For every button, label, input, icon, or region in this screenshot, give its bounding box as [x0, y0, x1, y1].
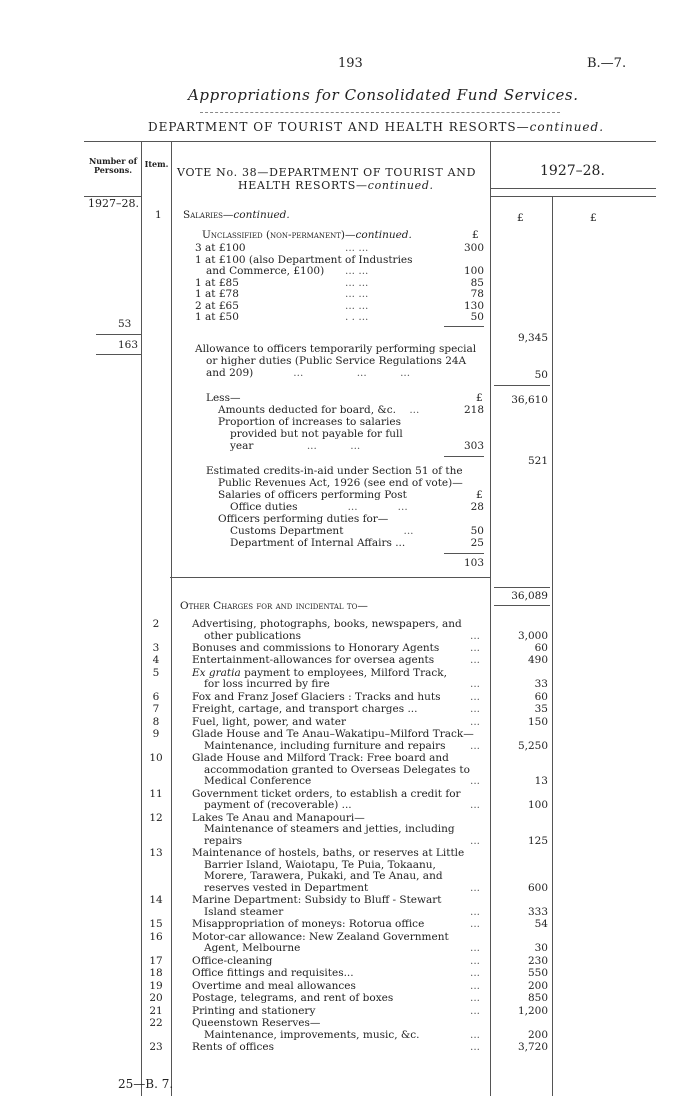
- other-charge-item-number: 7: [152, 703, 160, 716]
- other-charge-line: Marine Department: Subsidy to Bluff - Stewart: [192, 894, 442, 907]
- item-column-header: Item.: [144, 159, 169, 169]
- internal-value: 25: [470, 537, 484, 549]
- other-charge-leader: ...: [470, 882, 481, 894]
- allowance-value: 50: [534, 369, 548, 381]
- title-rule: [200, 112, 560, 113]
- other-charge-leader: ...: [470, 678, 481, 691]
- amounts-deducted: Amounts deducted for board, &c. ...: [218, 404, 420, 416]
- salaries-section-rule: [170, 577, 490, 578]
- other-charge-item-number: 9: [152, 728, 160, 741]
- salary-row-leader: ... ...: [345, 276, 369, 289]
- other-charge-line: Bonuses and commissions to Honorary Agents: [192, 642, 440, 654]
- salary-row-label: 1 at £50: [195, 311, 239, 323]
- allowance-rule: [494, 385, 550, 386]
- other-charge-item-number: 4: [152, 654, 160, 667]
- other-charge-line: Ex gratia payment to employees, Milford Track,: [192, 666, 447, 679]
- salaries-heading-continued: continued.: [233, 209, 290, 221]
- unclassified-heading-continued: continued.: [355, 229, 412, 241]
- persons-163-rule: [96, 354, 141, 355]
- salary-row-label: 1 at £78: [195, 288, 239, 300]
- other-charge-line: Entertainment-allowances for oversea agents: [192, 654, 435, 667]
- other-charge-item-number: 21: [149, 1004, 163, 1017]
- other-charge-line: Postage, telegrams, and rent of boxes: [192, 992, 394, 1005]
- other-charge-line: Overtime and meal allowances: [192, 979, 356, 992]
- other-charge-line: Lakes Te Anau and Manapouri—: [192, 811, 365, 824]
- other-charge-item-number: 2: [152, 618, 160, 630]
- customs-value: 50: [470, 525, 484, 537]
- other-charge-leader: ...: [470, 954, 481, 967]
- officers-for: Officers performing duties for—: [218, 513, 389, 525]
- other-charge-leader: ...: [470, 642, 481, 654]
- proportion-line2: provided but not payable for full: [230, 428, 403, 440]
- other-charge-value: 60: [534, 642, 548, 654]
- amount-column-rule: [490, 141, 491, 1096]
- other-charge-leader: ...: [470, 1004, 481, 1017]
- other-charge-item-number: 15: [149, 918, 163, 931]
- other-charge-leader: ...: [470, 906, 481, 918]
- other-charge-line: Medical Conference: [204, 775, 312, 788]
- amounts-deducted-text: Amounts deducted for board, &c.: [218, 404, 396, 416]
- other-charge-leader: ...: [470, 992, 481, 1005]
- other-charge-value: 33: [534, 678, 548, 691]
- other-charge-leader: ...: [470, 967, 481, 980]
- other-charge-line: Government ticket orders, to establish a credit for: [192, 787, 461, 800]
- other-charge-line: Fox and Franz Josef Glaciers : Tracks and huts: [192, 690, 441, 703]
- net-total-rule-top: [494, 587, 550, 588]
- other-charges-heading: Other Charges for and incidental to—: [180, 600, 368, 612]
- salary-row-label: 3 at £100: [195, 242, 246, 254]
- persons-53-rule: [96, 334, 141, 335]
- other-charge-value: 35: [534, 703, 548, 716]
- other-charge-item-number: 3: [152, 642, 160, 654]
- other-charge-leader: ...: [470, 775, 481, 788]
- other-charge-item-number: 6: [152, 690, 160, 703]
- other-charge-value: 230: [527, 954, 548, 967]
- credits-total: 103: [463, 557, 484, 569]
- pound-sign-col2: £: [590, 212, 597, 224]
- allowance-line2: or higher duties (Public Service Regulations 24A: [206, 355, 467, 367]
- salary-row-value: 50: [470, 311, 484, 323]
- total-after-allowance: 36,610: [511, 394, 548, 406]
- other-charge-value: 54: [534, 918, 548, 931]
- salaries-subtotal: 9,345: [517, 332, 548, 344]
- other-charge-value: 850: [527, 992, 548, 1005]
- other-charge-line: Queenstown Reserves—: [192, 1017, 321, 1030]
- vote-heading-line2: [238, 179, 434, 192]
- salary-row-label: 1 at £100 (also Department of Industries: [195, 253, 413, 266]
- other-charge-value: 30: [534, 942, 548, 955]
- other-charge-item-number: 8: [152, 715, 160, 728]
- salary-row-leader: . . ...: [345, 311, 369, 323]
- other-charge-leader: ...: [470, 629, 481, 642]
- office-duties: Office duties ... ...: [230, 501, 408, 513]
- other-charge-line: Glade House and Milford Track: Free board and: [192, 752, 449, 765]
- other-charge-line: reserves vested in Department: [204, 882, 369, 894]
- other-charge-value: 5,250: [517, 739, 548, 752]
- other-charge-value: 3,720: [517, 1041, 548, 1054]
- other-charge-item-number: 17: [149, 954, 163, 967]
- other-charge-item-number: 10: [149, 752, 163, 765]
- other-charge-leader: ...: [470, 739, 481, 752]
- other-charge-value: 1,200: [517, 1004, 548, 1017]
- salary-row-label: 2 at £65: [195, 299, 239, 312]
- other-charge-value: 60: [534, 690, 548, 703]
- ex-gratia-italic: Ex gratia: [192, 666, 241, 679]
- other-charge-leader: ...: [470, 942, 481, 955]
- department-heading: [148, 120, 604, 134]
- other-charge-line: Rents of offices: [192, 1041, 274, 1054]
- other-charge-line: Advertising, photographs, books, newspapers, and: [192, 618, 462, 630]
- internal-affairs: Department of Internal Affairs ...: [230, 537, 406, 549]
- other-charge-leader: ...: [470, 918, 481, 931]
- other-charge-value: 125: [527, 834, 548, 847]
- amount-inner-rule: [552, 196, 553, 1096]
- salary-row-value: 78: [470, 288, 484, 300]
- other-charge-leader: ...: [470, 1028, 481, 1041]
- other-charge-item-number: 19: [149, 979, 163, 992]
- other-charge-line: Misappropriation of moneys: Rotorua office: [192, 918, 425, 931]
- other-charge-item-number: 23: [149, 1041, 163, 1054]
- page-title: Appropriations for Consolidated Fund Services.: [188, 86, 579, 104]
- proportion-value: 303: [463, 440, 484, 452]
- salary-row-leader: ... ...: [345, 299, 369, 312]
- other-charge-leader: ...: [470, 979, 481, 992]
- other-charge-line: Freight, cartage, and transport charges ...: [192, 703, 418, 716]
- vote-heading-line2-continued: continued.: [367, 179, 434, 192]
- unclassified-pound-sign: £: [472, 229, 479, 241]
- other-charge-leader: ...: [470, 703, 481, 716]
- page-number: 193: [338, 56, 363, 71]
- less-pound-sign: £: [476, 392, 483, 404]
- other-charge-value: 13: [534, 775, 548, 788]
- other-charge-item-number: 20: [149, 992, 163, 1005]
- persons-163: 163: [118, 339, 139, 351]
- other-charge-item-number: 5: [152, 666, 160, 679]
- allowance-line3: and 209) ... ... ...: [206, 367, 411, 379]
- salary-row-value: 300: [463, 242, 484, 254]
- persons-column-header: Number of Persons.: [88, 156, 138, 175]
- salaries-heading: [183, 209, 290, 221]
- other-charge-value: 100: [527, 799, 548, 812]
- other-charge-line: Maintenance, including furniture and repairs: [204, 739, 446, 752]
- page-footer: 25—B. 7.: [118, 1077, 174, 1091]
- table-top-rule: [84, 141, 656, 142]
- amount-header-rule: [490, 196, 656, 197]
- allowance-line3-text: and 209): [206, 367, 254, 379]
- other-charge-line: Morere, Tarawera, Pukaki, and Te Anau, and: [204, 870, 443, 883]
- proportion-line1: Proportion of increases to salaries: [218, 416, 401, 428]
- other-charge-line: Office-cleaning: [192, 954, 273, 967]
- estimated-line1: Estimated credits-in-aid under Section 51 of the: [206, 465, 463, 477]
- other-charge-item-number: 13: [149, 847, 163, 860]
- less-label: Less—: [206, 392, 241, 404]
- other-charge-value: 150: [527, 715, 548, 728]
- salary-row-leader: ... ...: [345, 265, 369, 277]
- proportion-line3-text: year: [230, 440, 254, 452]
- persons-53: 53: [118, 318, 132, 330]
- unclassified-heading: [202, 229, 412, 241]
- unclassified-heading-text: Unclassified (non-permanent)—: [202, 229, 356, 241]
- other-charge-value: 200: [527, 1028, 548, 1041]
- other-charge-line: accommodation granted to Overseas Delegates to: [204, 763, 470, 776]
- item-column-rule: [171, 141, 172, 1096]
- other-charge-leader: ...: [470, 799, 481, 812]
- less-total: 521: [527, 455, 548, 467]
- department-heading-text: DEPARTMENT OF TOURIST AND HEALTH RESORTS—: [148, 120, 530, 134]
- salaries-post: Salaries of officers performing Post: [218, 489, 407, 501]
- salary-row-value: 130: [463, 299, 484, 312]
- net-total: 36,089: [511, 590, 548, 602]
- year-column-header: 1927–28.: [540, 163, 605, 179]
- other-charge-item-number: 18: [149, 967, 163, 980]
- persons-column-rule: [141, 141, 142, 1096]
- other-charge-line: payment of (recoverable) ...: [204, 799, 352, 812]
- amount-header-rule-2: [490, 188, 656, 189]
- other-charge-leader: ...: [470, 834, 481, 847]
- salary-row-label: and Commerce, £100): [206, 265, 325, 277]
- other-charge-value: 490: [527, 654, 548, 667]
- allowance-line1: Allowance to officers temporarily performing special: [195, 343, 477, 355]
- credits-total-rule: [444, 553, 484, 554]
- other-charge-line: Maintenance, improvements, music, &c.: [204, 1028, 420, 1041]
- other-charge-item-number: 11: [149, 787, 163, 800]
- less-total-rule: [444, 456, 484, 457]
- customs-department: Customs Department ...: [230, 525, 414, 537]
- amounts-deducted-value: 218: [463, 404, 484, 416]
- salary-row-value: 100: [463, 265, 484, 277]
- customs-department-text: Customs Department: [230, 525, 344, 537]
- other-charge-leader: ...: [470, 1041, 481, 1054]
- other-charge-line: Office fittings and requisites...: [192, 967, 354, 980]
- other-charge-value: 550: [527, 967, 548, 980]
- other-charge-line: repairs: [204, 834, 242, 847]
- other-charge-line: Printing and stationery: [192, 1004, 316, 1017]
- other-charge-value: 200: [527, 979, 548, 992]
- salary-row-leader: ... ...: [345, 288, 369, 300]
- document-code: B.—7.: [587, 56, 627, 71]
- other-charge-item-number: 16: [149, 930, 163, 943]
- salary-rows-total-rule: [444, 326, 484, 327]
- other-charge-line: Fuel, light, power, and water: [192, 715, 346, 728]
- persons-year-label: 1927–28.: [88, 197, 139, 210]
- salary-row-label: 1 at £85: [195, 276, 239, 289]
- office-duties-value: 28: [470, 501, 484, 513]
- other-charge-value: 600: [527, 882, 548, 894]
- vote-heading-line1: VOTE No. 38—DEPARTMENT OF TOURIST AND: [177, 166, 477, 179]
- department-heading-continued: continued.: [529, 120, 605, 134]
- other-charge-item-number: 22: [149, 1017, 163, 1030]
- other-charge-line: Maintenance of hostels, baths, or reserves at Little: [192, 847, 465, 860]
- other-charge-leader: ...: [470, 715, 481, 728]
- office-duties-text: Office duties: [230, 501, 298, 513]
- other-charge-value: 3,000: [517, 629, 548, 642]
- other-charge-line: Barrier Island, Waiotapu, Te Puia, Tokaanu,: [204, 858, 436, 871]
- other-charge-line: Glade House and Te Anau–Wakatipu–Milford Track—: [192, 728, 474, 741]
- other-charge-leader: ...: [470, 690, 481, 703]
- other-charge-line: Agent, Melbourne: [204, 942, 301, 955]
- salaries-item-number: 1: [155, 209, 162, 221]
- salary-row-value: 85: [470, 276, 484, 289]
- vote-heading-line2-text: HEALTH RESORTS—: [238, 179, 368, 192]
- other-charge-line: Motor-car allowance: New Zealand Government: [192, 930, 449, 943]
- other-charge-line: for loss incurred by fire: [204, 678, 330, 691]
- estimated-line2: Public Revenues Act, 1926 (see end of vote)—: [218, 477, 463, 489]
- other-charge-line: other publications: [204, 629, 301, 642]
- other-charge-item-number: 12: [149, 811, 163, 824]
- proportion-line3: year ... ...: [230, 440, 361, 452]
- pound-sign-col1: £: [517, 212, 524, 224]
- other-charge-item-number: 14: [149, 894, 163, 907]
- net-total-rule-bottom: [494, 605, 550, 606]
- other-charge-value: 333: [527, 906, 548, 918]
- post-pound-sign: £: [476, 489, 483, 501]
- other-charge-leader: ...: [470, 654, 481, 667]
- salary-row-leader: ... ...: [345, 242, 369, 254]
- other-charge-line: Maintenance of steamers and jetties, including: [204, 823, 455, 836]
- salaries-heading-text: Salaries—: [183, 209, 234, 221]
- other-charge-line: Island steamer: [204, 906, 284, 918]
